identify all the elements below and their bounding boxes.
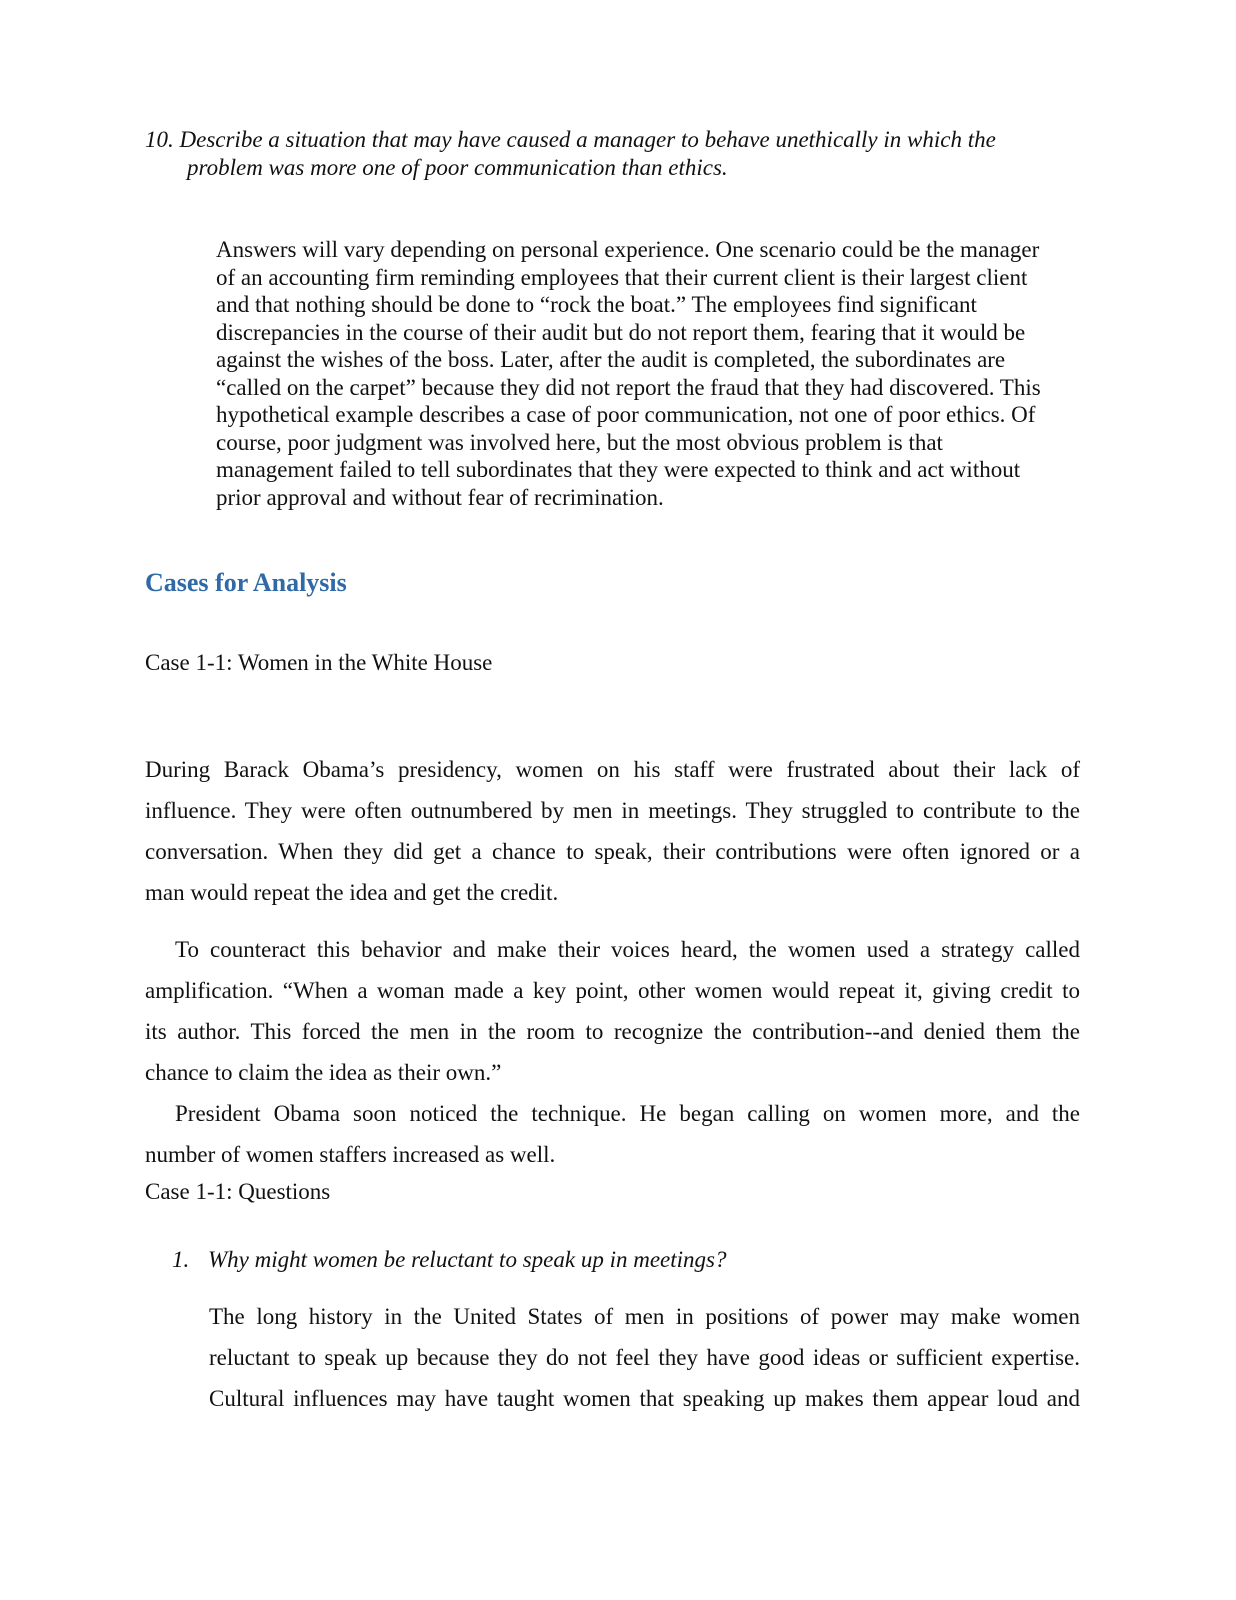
paragraph-line: influence. They were often outnumbered by men in meetings. They struggled to contribute to the xyxy=(145,798,1080,823)
paragraph-line: its author. This forced the men in the room to recognize the contribution--and denied them the xyxy=(145,1019,1080,1044)
paragraph-line: conversation. When they did get a chance to speak, their contributions were often ignored or a xyxy=(145,839,1080,864)
answer-10-line: prior approval and without fear of recrimination. xyxy=(216,484,664,510)
paragraph-line: number of women staffers increased as well. xyxy=(145,1142,556,1167)
questions-title: Case 1-1: Questions xyxy=(145,1179,331,1204)
answer-10-line: of an accounting firm reminding employees that their current client is their largest client xyxy=(216,264,1028,290)
question-10-number: 10. xyxy=(145,127,174,152)
answer-10-line: course, poor judgment was involved here, but the most obvious problem is that xyxy=(216,429,943,455)
case-title: Case 1-1: Women in the White House xyxy=(145,650,493,675)
answer-10-line: management failed to tell subordinates that they were expected to think and act without xyxy=(216,457,1021,482)
answer-10-line: and that nothing should be done to “rock the boat.” The employees find significant xyxy=(216,292,977,317)
paragraph-line: President Obama soon noticed the technique. He began calling on women more, and the xyxy=(175,1101,1080,1126)
question-10-line-2: problem was more one of poor communication than ethics. xyxy=(187,155,728,180)
paragraph-line: amplification. “When a woman made a key point, other women would repeat it, giving credit to xyxy=(145,978,1080,1003)
case-paragraph-2 xyxy=(145,929,1080,1093)
answer-10-line: Answers will vary depending on personal experience. One scenario could be the manager xyxy=(216,237,1040,262)
section-heading: Cases for Analysis xyxy=(145,568,347,597)
question-1-number: 1. xyxy=(172,1247,190,1272)
answer-10-line: “called on the carpet” because they did not report the fraud that they had discovered. This xyxy=(216,374,1041,400)
question-1 xyxy=(172,1247,726,1273)
answer-10-line: against the wishes of the boss. Later, after the audit is completed, the subordinates are xyxy=(216,347,1006,372)
answer-1 xyxy=(209,1296,1080,1419)
answer-1-line: Cultural influences may have taught women that speaking up makes them appear loud and xyxy=(209,1386,1080,1411)
answer-1-line: The long history in the United States of men in positions of power may make women xyxy=(209,1304,1080,1329)
paragraph-line: To counteract this behavior and make their voices heard, the women used a strategy called xyxy=(175,937,1080,962)
answer-10 xyxy=(216,236,1086,511)
question-10 xyxy=(145,126,1085,182)
question-10-line-1: Describe a situation that may have caused a manager to behave unethically in which the xyxy=(179,127,996,152)
paragraph-line: chance to claim the idea as their own.” xyxy=(145,1060,502,1085)
answer-1-line: reluctant to speak up because they do not feel they have good ideas or sufficient expertise. xyxy=(209,1345,1080,1370)
paragraph-line: During Barack Obama’s presidency, women on his staff were frustrated about their lack of xyxy=(145,757,1080,782)
case-paragraph-3 xyxy=(145,1093,1080,1175)
case-paragraph-1 xyxy=(145,749,1080,913)
paragraph-line: man would repeat the idea and get the credit. xyxy=(145,880,559,905)
answer-10-line: discrepancies in the course of their audit but do not report them, fearing that it would be xyxy=(216,319,1026,345)
question-1-text: Why might women be reluctant to speak up in meetings? xyxy=(208,1247,727,1272)
answer-10-line: hypothetical example describes a case of poor communication, not one of poor ethics. Of xyxy=(216,402,1036,427)
